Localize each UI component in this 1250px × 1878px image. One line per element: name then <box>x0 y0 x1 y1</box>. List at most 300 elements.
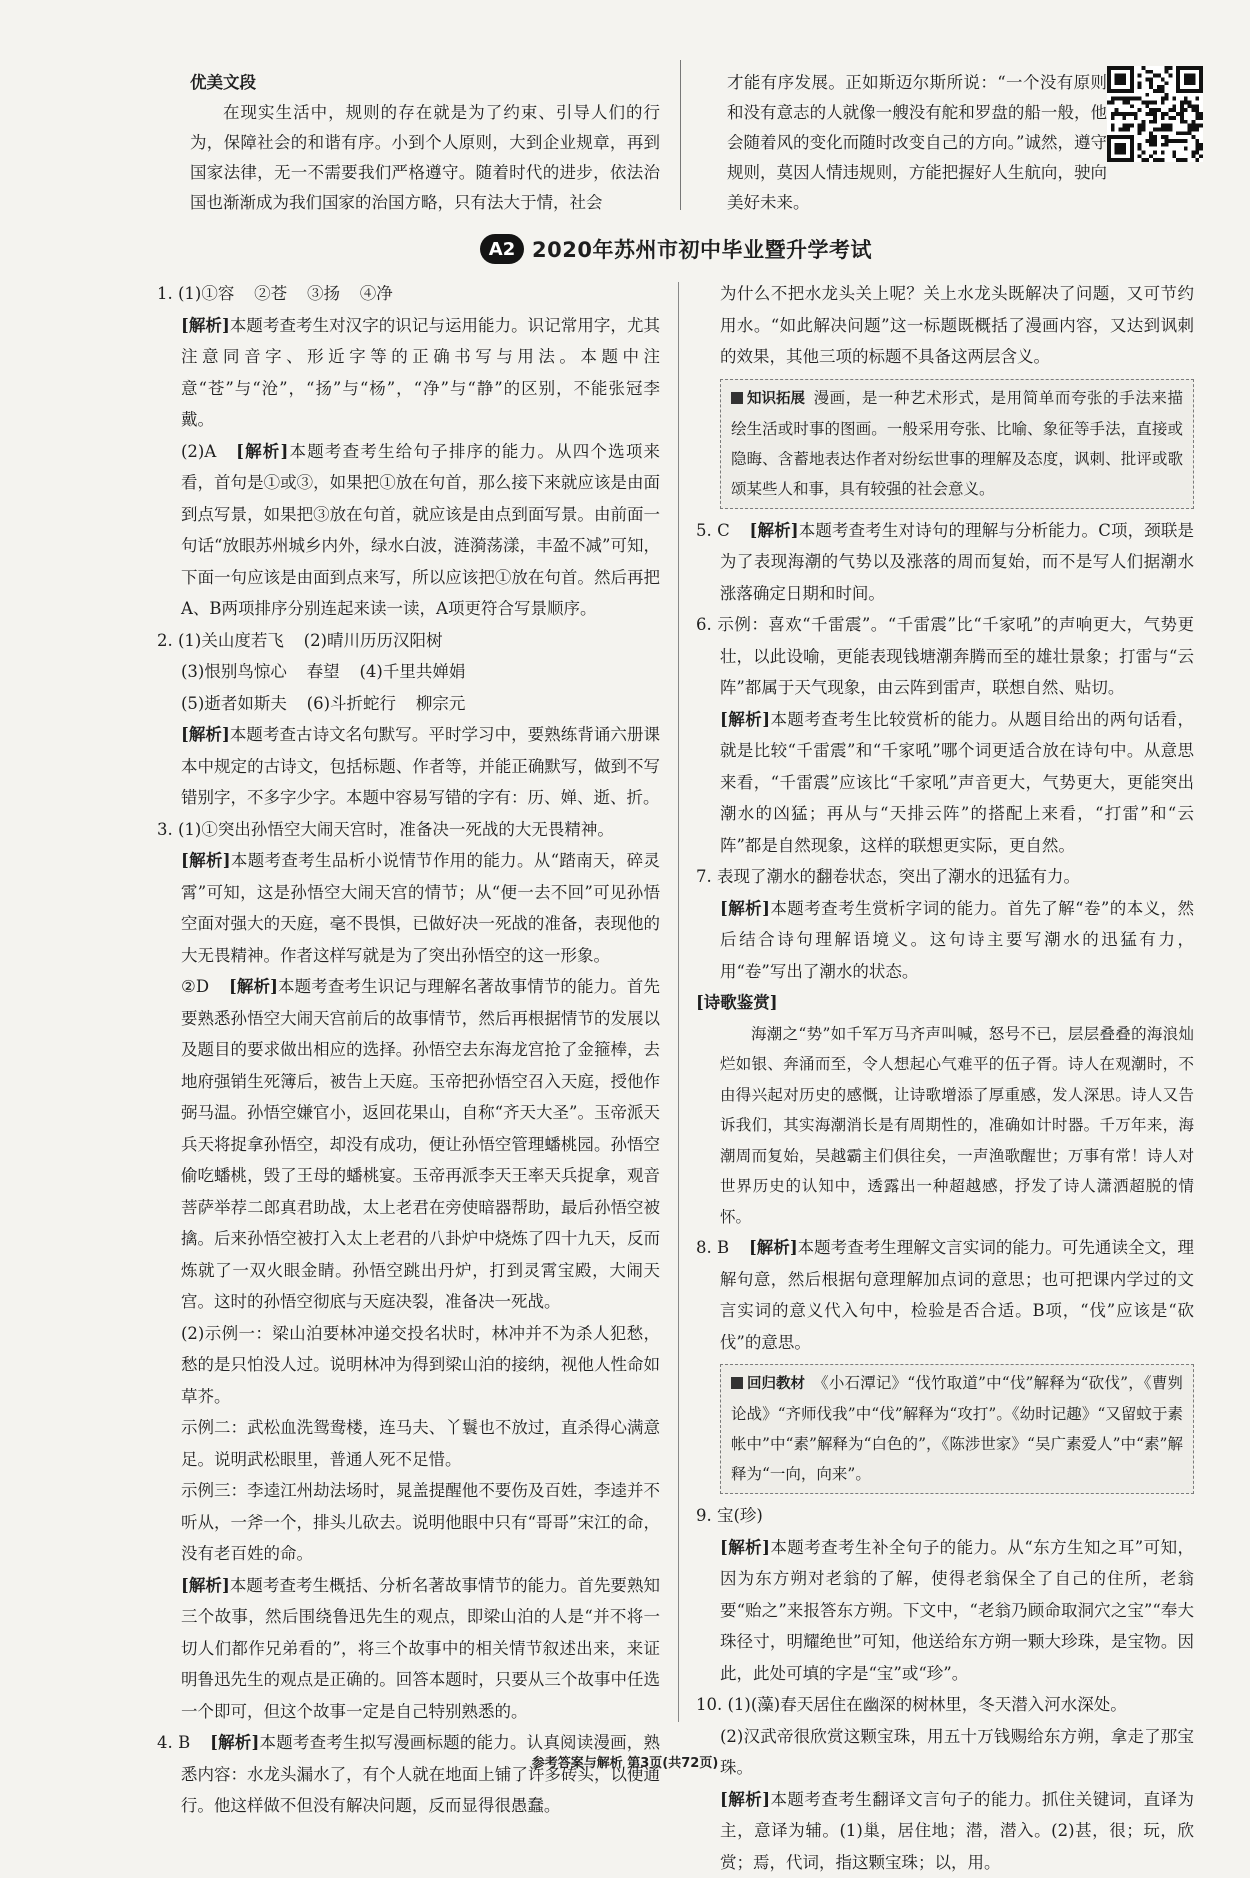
qr-module <box>1153 158 1157 162</box>
answer-text: (5)逝者如斯夫 <box>181 694 287 713</box>
answer-paragraph <box>157 845 660 971</box>
bracket: ] <box>790 1238 798 1257</box>
qr-module <box>1168 127 1172 131</box>
answer-text: (2)汉武帝很欣赏这颗宝珠，用五十万钱赐给东方朔，拿走了那宝珠。 <box>720 1727 1194 1778</box>
qr-module <box>1191 120 1195 124</box>
answer-text: 9. 宝(珍) <box>696 1506 763 1525</box>
answer-text: 10. (1)(藻)春天居住在幽深的树林里，冬天潜入河水深处。 <box>696 1695 1127 1714</box>
qr-module <box>1130 97 1134 101</box>
answer-text: 本题考查考生补全句子的能力。从“东方生知之耳”可知，因为东方朔对老翁的了解，使得老翁保全了自己的住所，老翁要“贻之”来报答东方朔。下文中，“老翁乃顾命取洞穴之宝”“奉大珠径寸，明耀绝世”可知，他送给东方朔一颗大珍珠，是宝物。因此，此处可填的字是“宝”或“珍”。 <box>720 1538 1194 1683</box>
qr-module <box>1199 112 1203 116</box>
qr-module <box>1126 124 1130 128</box>
qr-module <box>1161 158 1165 162</box>
poem-appreciation-label: [诗歌鉴赏] <box>696 987 1194 1019</box>
qr-module <box>1195 139 1199 143</box>
textbook-paragraph <box>731 1368 1183 1489</box>
qr-module <box>1165 112 1169 116</box>
qr-module <box>1161 135 1165 139</box>
qr-code-icon <box>1107 66 1203 162</box>
answer-paragraph <box>157 278 660 310</box>
answer-text: 为什么不把水龙头关上呢？关上水龙头既解决了问题，又可节约用水。“如此解决问题”这一标题既概括了漫画内容，又达到讽刺的效果，其他三项的标题不具备这两层含义。 <box>720 284 1194 366</box>
column-divider <box>680 60 681 210</box>
qr-module <box>1176 158 1180 162</box>
bracket: ] <box>762 1538 770 1557</box>
qr-module <box>1195 108 1199 112</box>
answer-paragraph <box>157 971 660 1318</box>
qr-module <box>1168 66 1172 70</box>
qr-module <box>1161 101 1165 105</box>
qr-module <box>1149 154 1153 158</box>
bracket: ] <box>222 316 230 335</box>
answer-text: (2)A <box>181 442 216 461</box>
qr-module <box>1153 108 1157 112</box>
answer-paragraph <box>696 1784 1194 1878</box>
qr-module <box>1195 158 1199 162</box>
qr-module <box>1111 112 1115 116</box>
qr-module <box>1180 101 1184 105</box>
answer-paragraph <box>157 688 660 720</box>
qr-module <box>1149 81 1153 85</box>
qr-module <box>1145 78 1149 82</box>
qr-module <box>1145 93 1149 97</box>
analysis-label: 解析 <box>728 710 762 729</box>
qr-module <box>1111 124 1115 128</box>
qr-module <box>1195 147 1199 151</box>
analysis-label: 解析 <box>757 521 790 540</box>
qr-module <box>1126 112 1130 116</box>
knowledge-label: 知识拓展 <box>731 384 805 414</box>
qr-module <box>1180 131 1184 135</box>
qr-module <box>1184 158 1188 162</box>
qr-module <box>1168 139 1172 143</box>
answer-text: 本题考查考生拟写漫画标题的能力。认真阅读漫画，熟悉内容：水龙头漏水了，有个人就在地面上铺了许多砖头，以便通行。他这样做不但没有解决问题，反而显得很愚蠢。 <box>181 1733 660 1815</box>
qr-module <box>1111 97 1115 101</box>
bracket: ] <box>223 851 231 870</box>
answer-text: 示例二：武松血洗鸳鸯楼，连马夫、丫鬟也不放过，直杀得心满意足。说明武松眼里，普通人死不足惜。 <box>181 1418 660 1469</box>
qr-module <box>1138 81 1142 85</box>
bracket: ] <box>762 710 770 729</box>
answer-block <box>696 515 1194 988</box>
excerpt-paragraph-left: 在现实生活中，规则的存在就是为了约束、引导人们的行为，保障社会的和谐有序。小到个人原则，大到企业规章，再到国家法律，无一不需要我们严格遵守。随着时代的进步，依法治国也渐渐成为我们国家的治国方略，只有法大于情，社会 <box>190 98 660 218</box>
qr-module <box>1172 116 1176 120</box>
qr-module <box>1153 143 1157 147</box>
qr-module <box>1176 139 1180 143</box>
qr-module <box>1165 81 1169 85</box>
qr-module <box>1122 97 1126 101</box>
qr-module <box>1126 101 1130 105</box>
qr-module <box>1111 116 1115 120</box>
qr-module <box>1195 104 1199 108</box>
answer-text: 8. B <box>696 1238 729 1257</box>
answer-text: 本题考查考生理解文言实词的能力。可先通读全文，理解句意，然后根据句意理解加点词的意思；也可把课内学过的文言实词的意义代入句中，检验是否合适。B项，“伐”应该是“砍伐”的意思。 <box>720 1238 1194 1352</box>
qr-module <box>1165 97 1169 101</box>
qr-module <box>1142 101 1146 105</box>
qr-module <box>1188 104 1192 108</box>
qr-module <box>1145 158 1149 162</box>
answer-text: ④净 <box>360 284 393 303</box>
answer-text: 本题考查考生赏析字词的能力。首先了解“卷”的本义，然后结合诗句理解语境义。这句诗主要写潮水的迅猛有力，用“卷”写出了潮水的状态。 <box>720 899 1194 981</box>
qr-module <box>1142 66 1146 70</box>
qr-module <box>1157 89 1161 93</box>
bracket: ] <box>791 521 799 540</box>
qr-module <box>1157 158 1161 162</box>
qr-module <box>1168 108 1172 112</box>
qr-module <box>1195 124 1199 128</box>
section-badge: A2 <box>480 234 524 264</box>
qr-module <box>1138 143 1142 147</box>
analysis-label: 解析 <box>728 1538 762 1557</box>
qr-module <box>1168 124 1172 128</box>
qr-module <box>1180 104 1184 108</box>
qr-module <box>1199 143 1203 147</box>
qr-module <box>1165 93 1169 97</box>
qr-module <box>1142 124 1146 128</box>
answer-text: 7. 表现了潮水的翻卷状态，突出了潮水的迅猛有力。 <box>696 867 1080 886</box>
answer-text: (3)恨别鸟惊心 <box>181 662 287 681</box>
answer-text: 1. (1)①容 <box>157 284 234 303</box>
qr-module <box>1138 154 1142 158</box>
answer-paragraph <box>157 814 660 846</box>
qr-module <box>1119 97 1123 101</box>
qr-module <box>1122 116 1126 120</box>
bracket: [ <box>181 725 189 744</box>
qr-module <box>1161 85 1165 89</box>
answer-paragraph <box>157 625 660 657</box>
qr-module <box>1138 74 1142 78</box>
answer-text: 3. (1)①突出孙悟空大闹天宫时，准备决一死战的大无畏精神。 <box>157 820 614 839</box>
qr-module <box>1149 135 1153 139</box>
analysis-label: 解析 <box>189 725 222 744</box>
qr-module <box>1180 139 1184 143</box>
answer-text: (6)斗折蛇行 <box>307 694 396 713</box>
answer-block <box>696 278 1194 373</box>
answer-paragraph <box>157 1318 660 1413</box>
bracket: ] <box>222 1576 230 1595</box>
answer-text: 本题考查考生对诗句的理解与分析能力。C项，颈联是为了表现海潮的气势以及涨落的周而复始，而不是写人们据潮水涨落确定日期和时间。 <box>720 521 1194 603</box>
answer-text: 本题考查考生翻译文言句子的能力。抓住关键词，直译为主，意译为辅。(1)巢，居住地；潜，潜入。(2)甚，很；玩，欣赏；焉，代词，指这颗宝珠；以，用。 <box>720 1790 1194 1872</box>
qr-module <box>1138 85 1142 89</box>
bracket: [ <box>749 1238 757 1257</box>
textbook-label: 回归教材 <box>731 1369 805 1399</box>
answer-text: 本题考查古诗文名句默写。平时学习中，要熟练背诵六册课本中规定的古诗文，包括标题、作者等，并能正确默写，做到不写错别字，不多字少字。本题中容易写错的字有：历、婵、逝、折。 <box>181 725 660 807</box>
qr-module <box>1153 120 1157 124</box>
analysis-label: 解析 <box>757 1238 790 1257</box>
qr-module <box>1115 108 1119 112</box>
answer-paragraph <box>696 278 1194 373</box>
qr-module <box>1180 116 1184 120</box>
qr-module <box>1161 112 1165 116</box>
answer-text: 本题考查考生品析小说情节作用的能力。从“踏南天，碎灵霄”可知，这是孙悟空大闹天宫的情节；从“便一去不回”可见孙悟空面对强大的天庭，毫不畏惧，已做好决一死战的准备，表现他的大无畏精神。作者这样写就是为了突出孙悟空的这一形象。 <box>181 851 660 965</box>
right-column <box>696 278 1194 1878</box>
qr-module <box>1168 116 1172 120</box>
answer-paragraph <box>157 1727 660 1822</box>
answer-text: 本题考查考生比较赏析的能力。从题目给出的两句话看，就是比较“千雷震”和“千家吼”哪个词更适合放在诗句中。从意思来看，“千雷震”应该比“千家吼”声音更大，气势更大，更能突出潮水的凶猛；再从与“天排云阵”的搭配上来看，“打雷”和“云阵”都是自然现象，这样的联想更实际，更自然。 <box>720 710 1194 855</box>
bracket: [ <box>720 1538 728 1557</box>
qr-module <box>1145 70 1149 74</box>
qr-module <box>1138 131 1142 135</box>
qr-module <box>1145 112 1149 116</box>
answer-block <box>696 1500 1194 1878</box>
answer-text: 春望 <box>307 662 340 681</box>
qr-module <box>1153 74 1157 78</box>
qr-module <box>1130 104 1134 108</box>
excerpt-paragraph-right: 才能有序发展。正如斯迈尔斯所说：“一个没有原则和没有意志的人就像一艘没有舵和罗盘的船一般，他会随着风的变化而随时改变自己的方向。”诚然，遵守规则，莫因人情违规则，方能把握好人生航向，驶向美好未来。 <box>727 68 1107 218</box>
qr-module <box>1157 85 1161 89</box>
qr-module <box>1138 108 1142 112</box>
qr-module <box>1138 97 1142 101</box>
qr-module <box>1145 139 1149 143</box>
qr-module <box>1165 127 1169 131</box>
qr-module <box>1184 97 1188 101</box>
qr-module <box>1195 150 1199 154</box>
bracket: [ <box>750 521 758 540</box>
qr-module <box>1149 70 1153 74</box>
answer-paragraph <box>696 609 1194 704</box>
bracket: [ <box>720 710 728 729</box>
qr-module <box>1115 97 1119 101</box>
qr-module <box>1161 124 1165 128</box>
qr-module <box>1191 150 1195 154</box>
qr-module <box>1195 112 1199 116</box>
qr-module <box>1195 143 1199 147</box>
qr-module <box>1165 124 1169 128</box>
qr-module <box>1165 139 1169 143</box>
qr-module <box>1180 120 1184 124</box>
qr-module <box>1138 147 1142 151</box>
poem-appreciation-text: 海潮之“势”如千军万马齐声叫喊，怒号不已，层层叠叠的海浪灿烂如银、奔涌而至，令人想起心气难平的伍子胥。诗人在观潮时，不由得兴起对历史的感慨，让诗歌增添了厚重感，发人深思。诗人又告诉我们，其实海潮消长是有周期性的，准确如计时器。千万年来，海潮周而复始，吴越霸主们俱往矣，一声渔歌醒世；万事有常！诗人对世界历史的认知中，透露出一种超越感，抒发了诗人潇洒超脱的情怀。 <box>696 1019 1194 1233</box>
answer-paragraph <box>696 1532 1194 1690</box>
qr-module <box>1142 158 1146 162</box>
qr-module <box>1122 112 1126 116</box>
qr-module <box>1191 135 1195 139</box>
qr-module <box>1153 139 1157 143</box>
answer-text: 本题考查考生给句子排序的能力。从四个选项来看，首句是①或③，如果把①放在句首，那么接下来就应该是由面到点写景，如果把③放在句首，就应该是由点到面写景。由前面一句话“放眼苏州城乡内外，绿水白波，涟漪荡漾，丰盈不减”可知，下面一句应该是由面到点来写，所以应该把①放在句首。然后再把A、B两项排序分别连起来读一读，A项更符合写景顺序。 <box>181 442 660 619</box>
qr-module <box>1149 108 1153 112</box>
bracket: ] <box>252 1733 260 1752</box>
analysis-label: 解析 <box>189 1576 222 1595</box>
qr-module <box>1145 104 1149 108</box>
answer-text: 4. B <box>157 1733 190 1752</box>
qr-module <box>1149 112 1153 116</box>
qr-module <box>1119 127 1123 131</box>
qr-module <box>1184 139 1188 143</box>
bracket: [ <box>181 851 189 870</box>
qr-module <box>1149 120 1153 124</box>
qr-module <box>1138 124 1142 128</box>
qr-module <box>1149 85 1153 89</box>
qr-module <box>1191 104 1195 108</box>
qr-module <box>1191 108 1195 112</box>
qr-module <box>1111 127 1115 131</box>
answer-text: (2)示例一：梁山泊要林冲递交投名状时，林冲并不为杀人犯愁，愁的是只怕没人过。说明林冲为得到梁山泊的接纳，视他人性命如草芥。 <box>181 1324 660 1406</box>
answer-text: 本题考查考生对汉字的识记与运用能力。识记常用字，尤其注意同音字、形近字等的正确书写与用法。本题中注意“苍”与“沧”，“扬”与“杨”，“净”与“静”的区别，不能张冠李戴。 <box>181 316 660 430</box>
bracket: [ <box>236 442 244 461</box>
qr-module <box>1161 143 1165 147</box>
analysis-label: 解析 <box>244 442 281 461</box>
answer-text: 柳宗元 <box>416 694 466 713</box>
section-label: 优美文段 <box>190 68 660 98</box>
qr-module <box>1142 127 1146 131</box>
answer-text: 本题考查考生识记与理解名著故事情节的能力。首先要熟悉孙悟空大闹天宫前后的故事情节，然后再根据情节的发展以及题目的要求做出相应的选择。孙悟空去东海龙宫抢了金箍棒，去地府强销生死簿后，被告上天庭。玉帝把孙悟空召入天庭，授他作弼马温。孙悟空嫌官小，返回花果山，自称“齐天大圣”。玉帝派天兵天将捉拿孙悟空，却没有成功，便让孙悟空管理蟠桃园。孙悟空偷吃蟠桃，毁了王母的蟠桃宴。玉帝再派李天王率天兵捉拿，观音菩萨举荐二郎真君助战，太上老君在旁使暗器帮助，最后孙悟空被擒。后来孙悟空被打入太上老君的八卦炉中烧炼了四十九天，反而炼就了一双火眼金睛。孙悟空跳出丹炉，打到灵霄宝殿，大闹天宫。这时的孙悟空彻底与天庭决裂，准备决一死战。 <box>181 977 660 1311</box>
answer-paragraph <box>696 1689 1194 1721</box>
answer-paragraph <box>157 656 660 688</box>
qr-module <box>1180 158 1184 162</box>
qr-module <box>1184 108 1188 112</box>
qr-module <box>1176 131 1180 135</box>
qr-module <box>1161 116 1165 120</box>
qr-module <box>1153 135 1157 139</box>
qr-module <box>1168 74 1172 78</box>
qr-module <box>1188 127 1192 131</box>
qr-module <box>1153 116 1157 120</box>
qr-module <box>1157 108 1161 112</box>
analysis-label: 解析 <box>237 977 270 996</box>
answer-text: ②苍 <box>254 284 287 303</box>
answer-paragraph <box>157 436 660 625</box>
qr-module <box>1161 97 1165 101</box>
answer-paragraph <box>696 1232 1194 1358</box>
qr-module <box>1180 108 1184 112</box>
answer-text: (2)晴川历历汉阳树 <box>304 631 443 650</box>
knowledge-text: 漫画，是一种艺术形式，是用简单而夸张的手法来描绘生活或时事的图画。一般采用夸张、比喻、象征等手法，直接或隐晦、含蓄地表达作者对纷纭世事的理解及态度，讽刺、批评或歌颂某些人和事，具有较强的社会意义。 <box>731 389 1183 498</box>
excerpt-right <box>727 68 1107 218</box>
qr-module <box>1130 124 1134 128</box>
qr-module <box>1199 147 1203 151</box>
qr-module <box>1180 112 1184 116</box>
qr-module <box>1153 112 1157 116</box>
exam-title-banner <box>480 232 872 266</box>
exam-title: 2020年苏州市初中毕业暨升学考试 <box>532 234 872 264</box>
qr-module <box>1195 127 1199 131</box>
qr-module <box>1184 147 1188 151</box>
bracket: ] <box>222 725 230 744</box>
qr-module <box>1191 124 1195 128</box>
qr-module <box>1184 120 1188 124</box>
qr-module <box>1195 116 1199 120</box>
answer-text: 示例三：李逵江州劫法场时，晁盖提醒他不要伤及百姓，李逵并不听从，一斧一个，排头儿砍去。说明他眼中只有“哥哥”宋江的命，没有老百姓的命。 <box>181 1481 660 1563</box>
excerpt-left <box>190 68 660 218</box>
answer-paragraph <box>157 310 660 436</box>
qr-module <box>1134 112 1138 116</box>
qr-module <box>1157 74 1161 78</box>
qr-module <box>1184 101 1188 105</box>
qr-module <box>1157 127 1161 131</box>
qr-module <box>1134 116 1138 120</box>
answer-paragraph <box>696 515 1194 610</box>
answer-paragraph <box>696 1500 1194 1532</box>
answer-paragraph <box>157 1570 660 1728</box>
qr-module <box>1188 124 1192 128</box>
qr-module <box>1165 66 1169 70</box>
qr-module <box>1126 127 1130 131</box>
qr-module <box>1130 112 1134 116</box>
qr-module <box>1115 112 1119 116</box>
qr-module <box>1122 127 1126 131</box>
answer-text: 2. (1)关山度若飞 <box>157 631 284 650</box>
answer-block <box>696 1232 1194 1358</box>
answer-paragraph <box>696 861 1194 893</box>
bracket: [ <box>181 1576 189 1595</box>
qr-module <box>1122 124 1126 128</box>
qr-module <box>1172 108 1176 112</box>
page-footer: 参考答案与解析 第3页(共72页) <box>0 1752 1250 1771</box>
qr-module <box>1184 131 1188 135</box>
answer-text: (4)千里共婵娟 <box>359 662 465 681</box>
qr-module <box>1191 127 1195 131</box>
answer-text: ③扬 <box>307 284 340 303</box>
qr-module <box>1172 154 1176 158</box>
qr-module <box>1195 97 1199 101</box>
qr-module <box>1107 101 1111 105</box>
qr-module <box>1153 127 1157 131</box>
qr-module <box>1153 89 1157 93</box>
qr-module <box>1126 97 1130 101</box>
qr-module <box>1161 78 1165 82</box>
bracket: ] <box>281 442 289 461</box>
qr-module <box>1188 101 1192 105</box>
analysis-label: 解析 <box>189 851 223 870</box>
bracket: [ <box>720 1790 728 1809</box>
analysis-label: 解析 <box>728 1790 762 1809</box>
qr-module <box>1111 101 1115 105</box>
qr-module <box>1119 112 1123 116</box>
qr-module <box>1165 143 1169 147</box>
qr-module <box>1165 70 1169 74</box>
qr-module <box>1188 131 1192 135</box>
qr-module <box>1149 139 1153 143</box>
textbook-text: 《小石潭记》“伐竹取道”中“伐”解释为“砍伐”，《曹刿论战》“齐师伐我”中“伐”解释为“攻打”。《幼时记趣》“又留蚊于素帐中”中“素”解释为“白色的”，《陈涉世家》“吴广素爱人”中“素”解释为“一向，向来”。 <box>731 1374 1183 1483</box>
qr-module <box>1191 154 1195 158</box>
analysis-label: 解析 <box>728 899 762 918</box>
textbook-box <box>720 1364 1194 1494</box>
qr-module <box>1134 97 1138 101</box>
column-divider <box>678 282 679 1722</box>
bracket: [ <box>229 977 237 996</box>
bracket: ] <box>762 899 770 918</box>
qr-module <box>1161 150 1165 154</box>
answer-text: 5. C <box>696 521 730 540</box>
qr-module <box>1199 124 1203 128</box>
qr-module <box>1153 150 1157 154</box>
qr-module <box>1142 120 1146 124</box>
answer-paragraph <box>696 704 1194 862</box>
qr-module <box>1149 131 1153 135</box>
answer-paragraph <box>157 1475 660 1570</box>
answer-text: ②D <box>181 977 209 996</box>
qr-module <box>1172 97 1176 101</box>
bracket: ] <box>270 977 278 996</box>
qr-module <box>1142 150 1146 154</box>
qr-module <box>1145 101 1149 105</box>
answer-paragraph <box>157 1412 660 1475</box>
qr-module <box>1199 154 1203 158</box>
bracket: [ <box>720 899 728 918</box>
excerpt-section <box>180 60 1210 210</box>
qr-module <box>1176 112 1180 116</box>
bracket: [ <box>181 316 189 335</box>
qr-module <box>1138 127 1142 131</box>
answer-text: 本题考查考生概括、分析名著故事情节的能力。首先要熟知三个故事，然后围绕鲁迅先生的观点，即梁山泊的人是“并不将一切人们都作兄弟看的”，将三个故事中的相关情节叙述出来，来证明鲁迅先生的观点是正确的。回答本题时，只要从三个故事中任选一个即可，但这个故事一定是自己特别熟悉的。 <box>181 1576 660 1721</box>
bracket: [ <box>210 1733 218 1752</box>
bracket: ] <box>762 1790 770 1809</box>
qr-module <box>1153 101 1157 105</box>
qr-module <box>1161 89 1165 93</box>
analysis-label: 解析 <box>218 1733 252 1752</box>
qr-module <box>1172 104 1176 108</box>
qr-module <box>1149 78 1153 82</box>
knowledge-paragraph <box>731 383 1183 504</box>
qr-module <box>1149 101 1153 105</box>
